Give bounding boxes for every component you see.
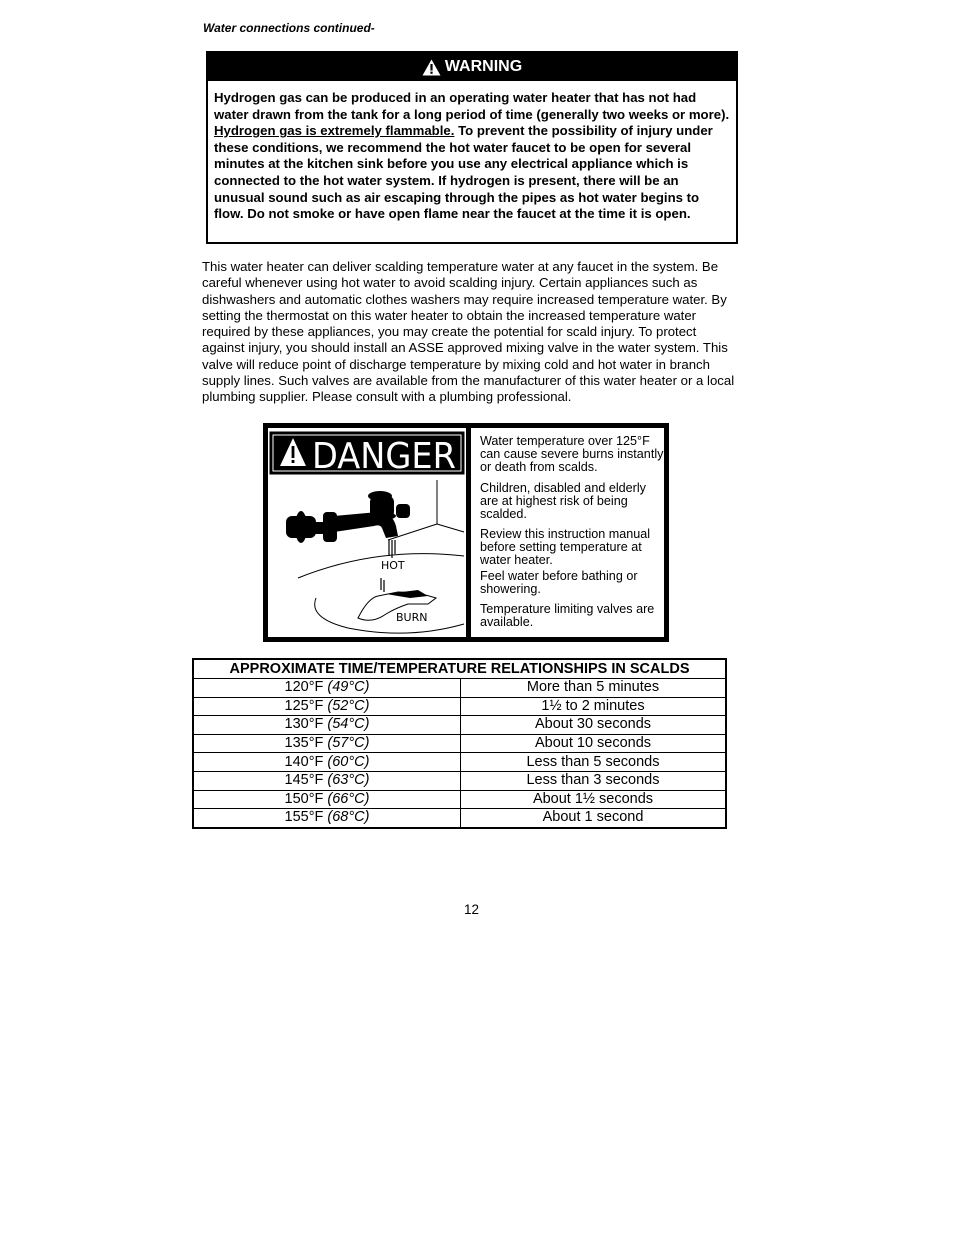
page-number: 12 xyxy=(464,902,480,917)
hot-label: HOT xyxy=(381,559,405,572)
table-header-row xyxy=(193,659,726,679)
danger-note: Review this instruction manual before setting temperature at water heater. xyxy=(480,527,651,567)
temperature-cell: 150°F (66°C) xyxy=(193,790,461,809)
temperature-cell: 125°F (52°C) xyxy=(193,697,461,716)
scald-illustration xyxy=(268,428,466,637)
table-row xyxy=(193,753,726,772)
section-title: Water connections continued- xyxy=(203,21,375,35)
table-title: APPROXIMATE TIME/TEMPERATURE RELATIONSHIPS IN SCALDS xyxy=(193,659,726,679)
danger-note: Children, disabled and elderly are at highest risk of being scalded. xyxy=(480,481,646,521)
table-row xyxy=(193,734,726,753)
scald-paragraph: This water heater can deliver scalding temperature water at any faucet in the system. Be careful whenever using hot water to avoid scalding injury. Certain appliances such as dishwashers and automatic clothes washers may require increased temperature water. By setting the thermostat on this water heater to obtain the increased temperature water required by these appliances, you may create the potential for scald injury. To protect against injury, you should install an ASSE approved mixing valve in the water system. This valve will reduce point of discharge temperature by mixing cold and hot water in branch supply lines. Such valves are available from the manufacturer of this water heater or a local plumbing supplier. Please consult with a plumbing professional. xyxy=(202,259,735,405)
warning-title: WARNING xyxy=(444,58,523,75)
table-row xyxy=(193,716,726,735)
table-row xyxy=(193,697,726,716)
warning-emphasis: Hydrogen gas is extremely flammable. xyxy=(214,123,455,139)
warning-header xyxy=(208,53,736,81)
time-cell: About 10 seconds xyxy=(461,734,727,753)
table-row xyxy=(193,679,726,698)
table-row xyxy=(193,771,726,790)
faucet-icon xyxy=(286,491,410,543)
time-cell: Less than 5 seconds xyxy=(461,753,727,772)
temperature-cell: 140°F (60°C) xyxy=(193,753,461,772)
time-cell: More than 5 minutes xyxy=(461,679,727,698)
temperature-cell: 120°F (49°C) xyxy=(193,679,461,698)
danger-note: Temperature limiting valves are available. xyxy=(480,602,655,629)
temperature-cell: 145°F (63°C) xyxy=(193,771,461,790)
temperature-cell: 155°F (68°C) xyxy=(193,809,461,828)
danger-note: Water temperature over 125°F can cause severe burns instantly or death from scalds. xyxy=(480,434,664,474)
warning-text-part2: To prevent the possibility of injury under these conditions, we recommend the hot water faucet to be open for several minutes at the kitchen sink before you use any electrical appliance which is connected to the hot water system. If hydrogen is present, there will be an unusual sound such as air escaping through the pipes as hot water begins to flow. Do not smoke or have open flame near the faucet at the time it is open. xyxy=(214,123,713,222)
time-cell: About 30 seconds xyxy=(461,716,727,735)
warning-text xyxy=(208,81,736,223)
danger-title: DANGER xyxy=(312,436,456,477)
temperature-cell: 135°F (57°C) xyxy=(193,734,461,753)
time-cell: Less than 3 seconds xyxy=(461,771,727,790)
warning-box xyxy=(206,51,738,244)
danger-note: Feel water before bathing or showering. xyxy=(480,569,638,596)
burn-label: BURN xyxy=(396,611,428,624)
danger-illustration-panel xyxy=(268,428,466,637)
time-cell: About 1½ seconds xyxy=(461,790,727,809)
scald-table xyxy=(192,658,727,829)
danger-label xyxy=(263,423,669,642)
time-cell: 1½ to 2 minutes xyxy=(461,697,727,716)
danger-notes-panel xyxy=(471,428,664,637)
temperature-cell: 130°F (54°C) xyxy=(193,716,461,735)
table-row xyxy=(193,790,726,809)
warning-triangle-icon xyxy=(422,59,441,76)
table-row xyxy=(193,809,726,828)
time-cell: About 1 second xyxy=(461,809,727,828)
warning-text-part1: Hydrogen gas can be produced in an operating water heater that has not had water drawn from the tank for a long period of time (generally two weeks or more). xyxy=(214,90,730,122)
